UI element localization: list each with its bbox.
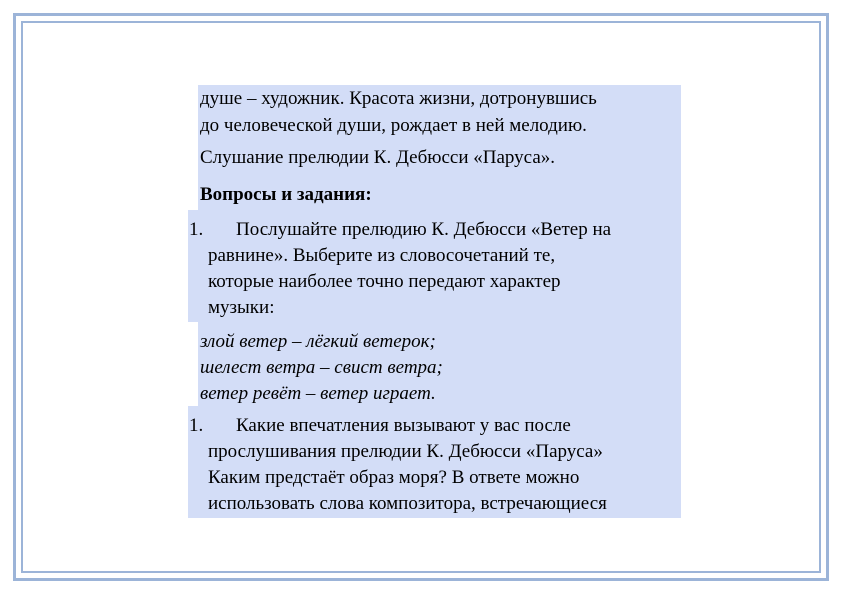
option-1: злой ветер – лёгкий ветерок; [200,331,436,352]
question-2-number: 1. [189,415,204,436]
question-1-line-3: которые наиболее точно передают характер [208,271,561,292]
question-2-line-3: Каким предстаёт образ моря? В ответе можно [208,467,580,488]
question-1-line-1: Послушайте прелюдию К. Дебюсси «Ветер на [236,219,612,240]
question-2-line-2: прослушивания прелюдии К. Дебюсси «Паруса» [208,441,603,462]
paragraph-line-2: до человеческой души, рождает в ней мелодию. [200,115,587,136]
option-2: шелест ветра – свист ветра; [200,357,443,378]
question-1-number: 1. [189,219,204,240]
paragraph-line-1: душе – художник. Красота жизни, дотронувшись [200,88,597,109]
option-3: ветер ревёт – ветер играет. [200,383,436,404]
question-1-line-2: равнине». Выберите из словосочетаний те, [208,245,556,266]
question-2-line-1: Какие впечатления вызывают у вас после [236,415,571,436]
question-1-line-4: музыки: [208,297,275,318]
listening-text: Слушание прелюдии К. Дебюсси «Паруса». [200,147,555,168]
questions-heading: Вопросы и задания: [200,184,372,205]
question-2-line-4: использовать слова композитора, встречающиеся [208,493,607,514]
